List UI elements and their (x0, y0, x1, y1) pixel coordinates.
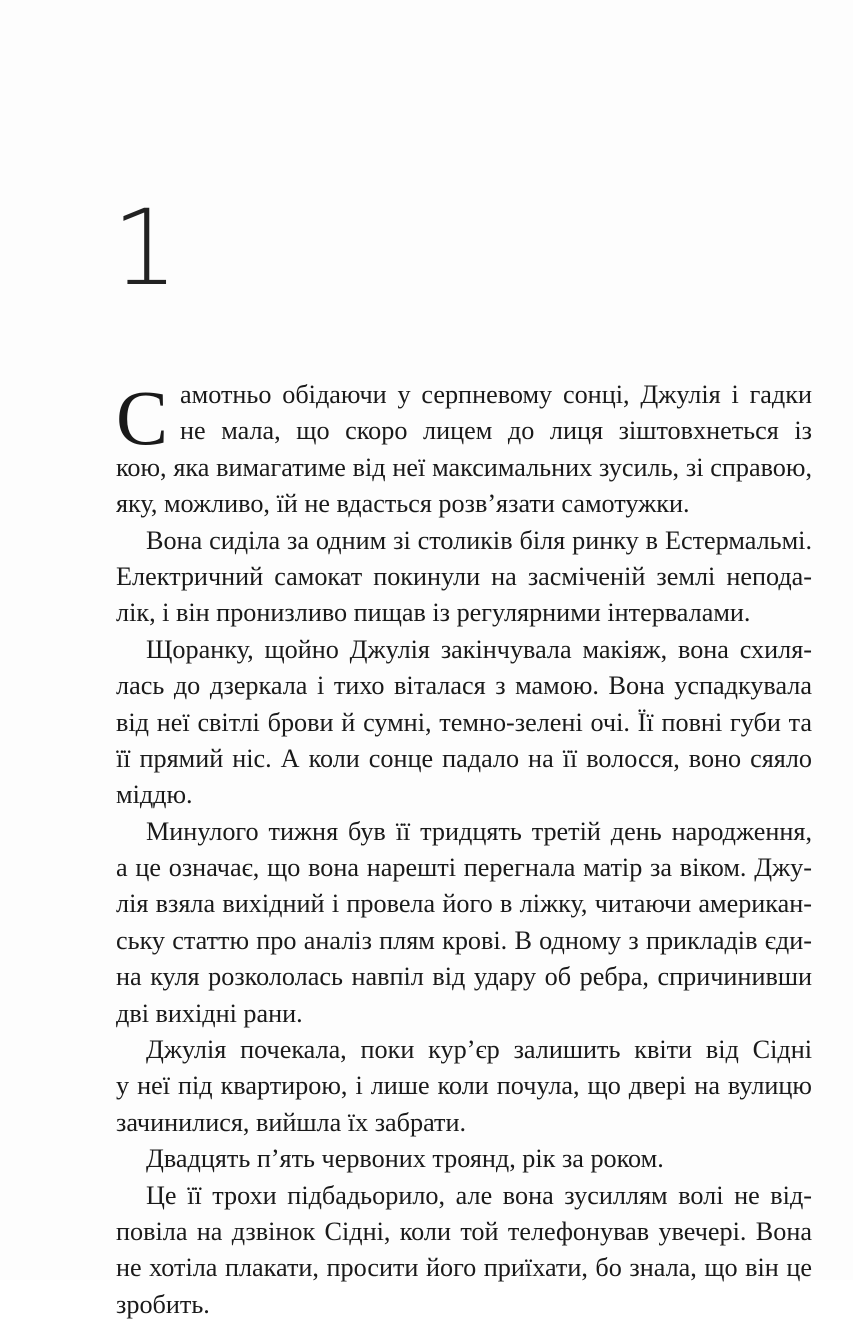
text-line: дві вихідні рани. (116, 998, 303, 1028)
text-line: її прямий ніс. А коли сонце падало на її волосся, воно сяяло (116, 743, 812, 773)
text-line: ську статтю про аналіз плям крові. В одному з прикладів єди- (116, 925, 812, 955)
text-line: лік, і він пронизливо пищав із регулярними інтервалами. (116, 598, 751, 628)
drop-cap-letter: С (116, 374, 169, 461)
chapter-body-text (116, 374, 812, 1323)
text-line: у неї під квартирою, і лише коли почула, що двері на вулицю (116, 1071, 812, 1101)
text-line: не хотіла плакати, просити його приїхати, бо знала, що він це (116, 1253, 812, 1283)
text-line: яку, можливо, їй не вдасться розв’язати самотужки. (116, 489, 690, 519)
chapter-number: 1 (112, 187, 179, 309)
text-line: а це означає, що вона нарешті перегнала матір за віком. Джу- (116, 853, 812, 883)
text-line: повіла на дзвінок Сідні, коли той телефонував увечері. Вона (116, 1216, 812, 1246)
text-line: амотньо обідаючи у серпневому сонці, Джулія і гадки (180, 380, 812, 409)
text-line: Щоранку, щойно Джулія закінчувала макіяж, вона схиля- (146, 634, 812, 664)
text-line: міддю. (116, 780, 193, 810)
text-line: Вона сиділа за одним зі столиків біля ринку в Естермальмі. (146, 525, 812, 555)
text-line: кою, яка вимагатиме від неї максимальних зусиль, зі справою, (116, 452, 812, 482)
text-line: Це її трохи підбадьорило, але вона зусиллям волі не від- (146, 1180, 812, 1210)
text-line: зачинилися, вийшла їх забрати. (116, 1107, 467, 1137)
text-line: від неї світлі брови й сумні, темно-зелені очі. Її повні губи та (116, 707, 812, 737)
text-line: Електричний самокат покинули на засміченій землі непода- (116, 561, 812, 591)
text-line: лія взяла вихідний і провела його в ліжку, читаючи американ- (116, 889, 812, 919)
text-lines (116, 374, 812, 1323)
text-line: зробить. (116, 1289, 210, 1319)
text-line: лась до дзеркала і тихо віталася з мамою. Вона успадкувала (116, 671, 812, 701)
text-line: Джулія почекала, поки кур’єр залишить квіти від Сідні (146, 1035, 812, 1065)
text-line: Двадцять п’ять червоних троянд, рік за роком. (146, 1144, 664, 1174)
text-line: на куля розкололась навпіл від удару об ребра, спричинивши (116, 962, 812, 992)
text-line: не мала, що скоро лицем до лиця зіштовхнеться із (180, 416, 812, 446)
text-line: Минулого тижня був її тридцять третій день народження, (146, 816, 812, 846)
